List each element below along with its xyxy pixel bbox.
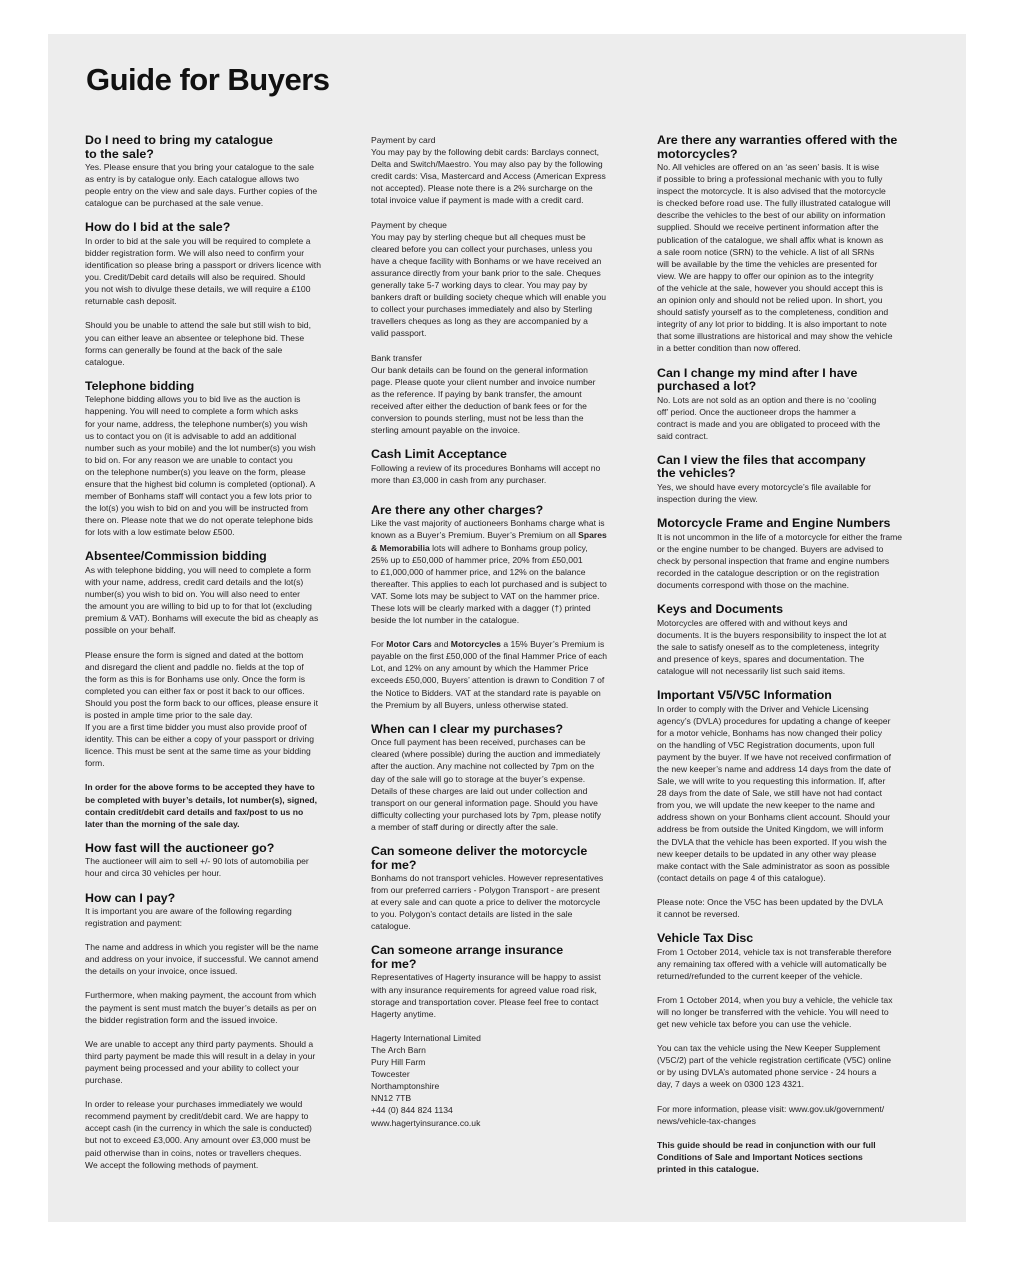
text-insurance: Representatives of Hagerty insurance will be happy to assist with any insurance requirements for agreed value road risk, storage and transportation cover. Please feel free to contact Hagerty anytime. <box>371 972 601 1019</box>
text-bring-catalogue: Yes. Please ensure that you bring your catalogue to the sale as entry is by catalogue only. Each catalogue allows two people entry on the view and sale days. Further copies of the catalogue can be purchased at the sale venue. <box>85 162 318 209</box>
text-vehicle-files: Yes, we should have every motorcycle’s file available for inspection during the view. <box>657 481 871 504</box>
column-right <box>657 134 929 1175</box>
heading-keys-documents: Keys and Documents <box>657 602 784 617</box>
insurance-address: Hagerty International Limited The Arch Barn Pury Hill Farm Towcester Northamptonshire NN12 7TB +44 (0) 844 824 1134 www.hagertyinsurance.co.uk <box>371 1032 481 1128</box>
text-release-purchases: In order to release your purchases immediately we would recommend payment by credit/debit card. We are happy to accept cash (in the currency in which the sale is conducted) but not to exceed £3,000. Any amount over £3,000 must be paid otherwise than in coins, notes or travellers cheques. We accept the following methods of payment. <box>85 1099 312 1170</box>
text-motor-premium-c: and <box>431 639 451 650</box>
heading-delivery: Can someone deliver the motorcycle for me? <box>371 844 588 872</box>
text-keys-documents: Motorcycles are offered with and without keys and documents. It is the buyers responsibility to inspect the lot at the sale to satisfy oneself as to the completeness, integrity and presence of keys, spares and documentation. The catalogue will not necessarily list such said items. <box>657 617 887 676</box>
text-form-instructions: Please ensure the form is signed and dated at the bottom and disregard the client and paddle no. fields at the top of the form as this is for Bonhams use only. Once the form is completed you can either fax or post it back to our offices. Should you post the form back to our offices, please ensure it is posted in ample time prior to the sale day. If you are a first time bidder you must also provide proof of identity. This can be either a copy of your passport or driving licence. This must be sent at the same time as your bidding form. <box>85 649 318 769</box>
text-telephone-bidding: Telephone bidding allows you to bid live as the auction is happening. You will need to complete a form which asks for your name, address, the telephone number(s) you wish us to contact you on (it is advisable to add an additional number such as your mobile) and the lot number(s) you wish to bid on. For any reason we are unable to contact you on the telephone number(s) you leave on the form, please ensure that the highest bid column is completed (optional). A member of Bonhams staff will contact you a few lots prior to the lot(s) you wish to bid on and you will be instructed from there on. Please note that we do not operate telephone bids for lots with a low estimate below £500. <box>85 394 316 538</box>
text-motor-cars: Motor Cars <box>386 639 432 650</box>
heading-bring-catalogue: Do I need to bring my catalogue to the sale? <box>85 133 273 161</box>
subheading-bank-transfer: Bank transfer <box>371 352 423 363</box>
heading-frame-engine: Motorcycle Frame and Engine Numbers <box>657 516 891 531</box>
text-motor-premium-a: For <box>371 639 387 650</box>
text-delivery: Bonhams do not transport vehicles. However representatives from our preferred carriers - Polygon Transport - are present at every sale and can quote a price to deliver the motorcycle to you. Polygon’s contact details are listed in the sale catalogue. <box>371 873 604 932</box>
text-payment-cheque: You may pay by sterling cheque but all cheques must be cleared before you can collect your purchases, unless you have a cheque facility with Bonhams or we have received an assurance directly from your bank prior to the sale. Cheques generally take 5-7 working days to clear. You may pay by bankers draft or building society cheque which will enable you to collect your purchases immediately and also by Sterling travellers cheques as long as they are accompanied by a valid passport. <box>371 231 607 339</box>
heading-insurance: Can someone arrange insurance for me? <box>371 943 564 971</box>
text-absentee-or-telephone: Should you be unable to attend the sale but still wish to bid, you can either leave an absentee or telephone bid. These forms can generally be found at the back of the sale catalogue. <box>85 320 311 367</box>
heading-absentee-bidding: Absentee/Commission bidding <box>85 549 267 564</box>
text-absentee-bidding: As with telephone bidding, you will need to complete a form with your name, address, credit card details and the lot(s) number(s) you wish to bid on. You will also need to enter the amount you are willing to bid up to for that lot (excluding premium & VAT). Bonhams will execute the bid as cheaply as possible on your behalf. <box>85 564 319 636</box>
heading-how-to-pay: How can I pay? <box>85 890 176 905</box>
text-how-to-bid: In order to bid at the sale you will be required to complete a bidder registration form. We will also need to confirm your identification so please bring a passport or drivers licence with you. Credit/Debit card details will also be required. Should you not wish to divulge these details, we will require a £100 returnable cash deposit. <box>85 235 321 307</box>
heading-auctioneer-speed: How fast will the auctioneer go? <box>85 840 275 855</box>
text-tax-transfer: From 1 October 2014, vehicle tax is not transferable therefore any remaining tax offered with a vehicle will automatically be returned/refunded to the current keeper of the vehicle. <box>657 946 892 981</box>
text-buyers-premium <box>371 517 643 626</box>
heading-change-mind: Can I change my mind after I have purchased a lot? <box>657 365 858 393</box>
text-form-acceptance: In order for the above forms to be accepted they have to be completed with buyer’s details, lot number(s), signed, contain credit/debit card details and fax/post to us no later than the morning of the sale day. <box>85 782 318 829</box>
text-payment-intro: It is important you are aware of the following regarding registration and payment: <box>85 906 292 929</box>
text-frame-engine: It is not uncommon in the life of a motorcycle for either the frame or the engine number to be changed. Buyers are advised to check by personal inspection that frame and engine numbers recorded in the catalogue description or on the registration documents correspond with those on the machine. <box>657 531 903 590</box>
text-v5c: In order to comply with the Driver and Vehicle Licensing agency’s (DVLA) procedures for updating a change of keeper for a motor vehicle, Bonhams has now changed their policy on the handling of V5C Registration documents, upon full payment by the buyer. If we have not received confirmation of the new keeper’s name and address 14 days from the date of Sale, we will write to you requesting this information. If, after 28 days from the date of Sale, we still have not had contact from you, we will update the new keeper to the name and address shown on your Bonhams client account. Should your address be from outside the United Kingdom, we will inform the DVLA that the vehicle has been exported. If you wish the new keeper details to be updated in any other way please make contact with the Sale administrator as soon as possible (contact details on page 4 of this catalogue). <box>657 703 892 883</box>
text-tax-more-info: For more information, please visit: www.gov.uk/government/ news/vehicle-tax-changes <box>657 1103 885 1126</box>
text-auctioneer-speed: The auctioneer will aim to sell +/- 90 lots of automobilia per hour and circa 30 vehicles per hour. <box>85 856 309 879</box>
heading-clear-purchases: When can I clear my purchases? <box>371 721 564 736</box>
text-motorcycles: Motorcycles <box>450 639 501 650</box>
text-invoice-name: The name and address in which you register will be the name and address on your invoice, if successful. We cannot amend the details on your invoice, once issued. <box>85 942 319 977</box>
text-third-party: We are unable to accept any third party payments. Should a third party payment be made this will result in a delay in your payment being processed and your ability to collect your purchase. <box>85 1038 316 1086</box>
text-motor-premium <box>371 638 643 711</box>
subheading-payment-cheque: Payment by cheque <box>371 219 447 230</box>
text-guide-conditions: This guide should be read in conjunction with our full Conditions of Sale and Important Notices sections printed in this catalogue. <box>657 1139 876 1174</box>
heading-vehicle-files: Can I view the files that accompany the vehicles? <box>657 452 866 481</box>
text-bank-transfer: Our bank details can be found on the general information page. Please quote your client number and invoice number as the reference. If paying by bank transfer, the amount received after either the deduction of bank fees or for the conversion to pounds sterling, must not be less than the sterling amount payable on the invoice. <box>371 364 596 436</box>
heading-v5c: Important V5/V5C Information <box>657 688 832 702</box>
column-left <box>85 134 357 1171</box>
heading-cash-limit: Cash Limit Acceptance <box>371 447 507 462</box>
text-tax-how: You can tax the vehicle using the New Keeper Supplement (V5C/2) part of the vehicle registration certificate (V5C) online or by using DVLA’s automated phone service - 24 hours a day, 7 days a week on 0300 123 4321. <box>657 1043 892 1090</box>
text-account-match: Furthermore, when making payment, the account from which the payment is sent must match the buyer’s details as per on the bidder registration form and the issued invoice. <box>85 990 317 1025</box>
heading-other-charges: Are there any other charges? <box>371 502 544 517</box>
text-tax-new: From 1 October 2014, when you buy a vehicle, the vehicle tax will no longer be transferred with the vehicle. You will need to get new vehicle tax before you can use the vehicle. <box>657 994 893 1030</box>
page-title: Guide for Buyers <box>86 62 330 97</box>
text-v5c-note: Please note: Once the V5C has been updated by the DVLA it cannot be reversed. <box>657 896 883 919</box>
text-spares-memorabilia: Spares & Memorabilia <box>371 530 607 553</box>
text-payment-card: You may pay by the following debit cards: Barclays connect, Delta and Switch/Maestro. You may also pay by the following credit cards: Visa, Mastercard and Access (American Express not accepted). Please note there is a 2% surcharge on the total invoice value if payment is made with a credit card. <box>371 147 606 206</box>
text-warranties: No. All vehicles are offered on an ‘as seen’ basis. It is wise if possible to bring a professional mechanic with you to fully inspect the motorcycle. It is also advised that the motorcycle is checked before road use. The fully illustrated catalogue will describe the vehicles to the best of our ability on information supplied. Should we receive pertinent information after the publication of the catalogue, we shall affix what is known as a sale room notice (SRN) to the vehicle. A list of all SRNs will be available by the time the vehicles are presented for view. We are happy to offer our opinion as to the integrity of the vehicle at the sale, however you should accept this is an opinion only and should not be relied upon. In short, you should satisfy yourself as to the completeness, condition and integrity of any lot prior to bidding. It is also important to note that some illustrations are historical and may show the vehicle in a better condition than now offered. <box>657 162 893 354</box>
text-motor-premium-e: a 15% Buyer’s Premium is payable on the first £50,000 of the final Hammer Price of each Lot, and 12% on any amount by which the Hammer Price exceeds £50,000, Buyers’ attention is drawn to Condition 7 of the Notice to Bidders. VAT at the standard rate is payable on the Premium by all Buyers, unless otherwise stated. <box>371 639 607 710</box>
heading-telephone-bidding: Telephone bidding <box>85 378 195 393</box>
text-clear-purchases: Once full payment has been received, purchases can be cleared (where possible) during the auction and immediately after the auction. Any machine not collected by 7pm on the day of the sale will go to storage at the buyer’s expense. Details of these charges are laid out under collection and transport on our general information page. Should you have difficulty collecting your purchased lots by 7pm, please notify a member of staff during or directly after the sale. <box>371 737 602 832</box>
text-change-mind: No. Lots are not sold as an option and there is no ‘cooling off’ period. Once the auctioneer drops the hammer a contract is made and you are obligated to proceed with the said contract. <box>657 394 881 441</box>
text-cash-limit: Following a review of its procedures Bonhams will accept no more than £3,000 in cash from any purchaser. <box>371 462 601 485</box>
heading-vehicle-tax: Vehicle Tax Disc <box>657 931 754 946</box>
text-buyers-premium-a: Like the vast majority of auctioneers Bonhams charge what is known as a Buyer’s Premium. Buyer’s Premium on all <box>371 518 605 541</box>
column-middle <box>371 134 643 1129</box>
text-buyers-premium-c: lots will adhere to Bonhams group policy, 25% up to £50,000 of hammer price, 20% from £50,001 to £1,000,000 of hammer price, and 12% on the balance thereafter. This applies to each lot purchased and is subject to VAT. Some lots may be subject to VAT on the hammer price. These lots will be clearly marked with a dagger (†) printed beside the lot number in the catalogue. <box>371 542 607 626</box>
subheading-payment-card: Payment by card <box>371 135 436 145</box>
heading-warranties: Are there any warranties offered with the motorcycles? <box>657 133 898 161</box>
heading-how-to-bid: How do I bid at the sale? <box>85 220 231 235</box>
